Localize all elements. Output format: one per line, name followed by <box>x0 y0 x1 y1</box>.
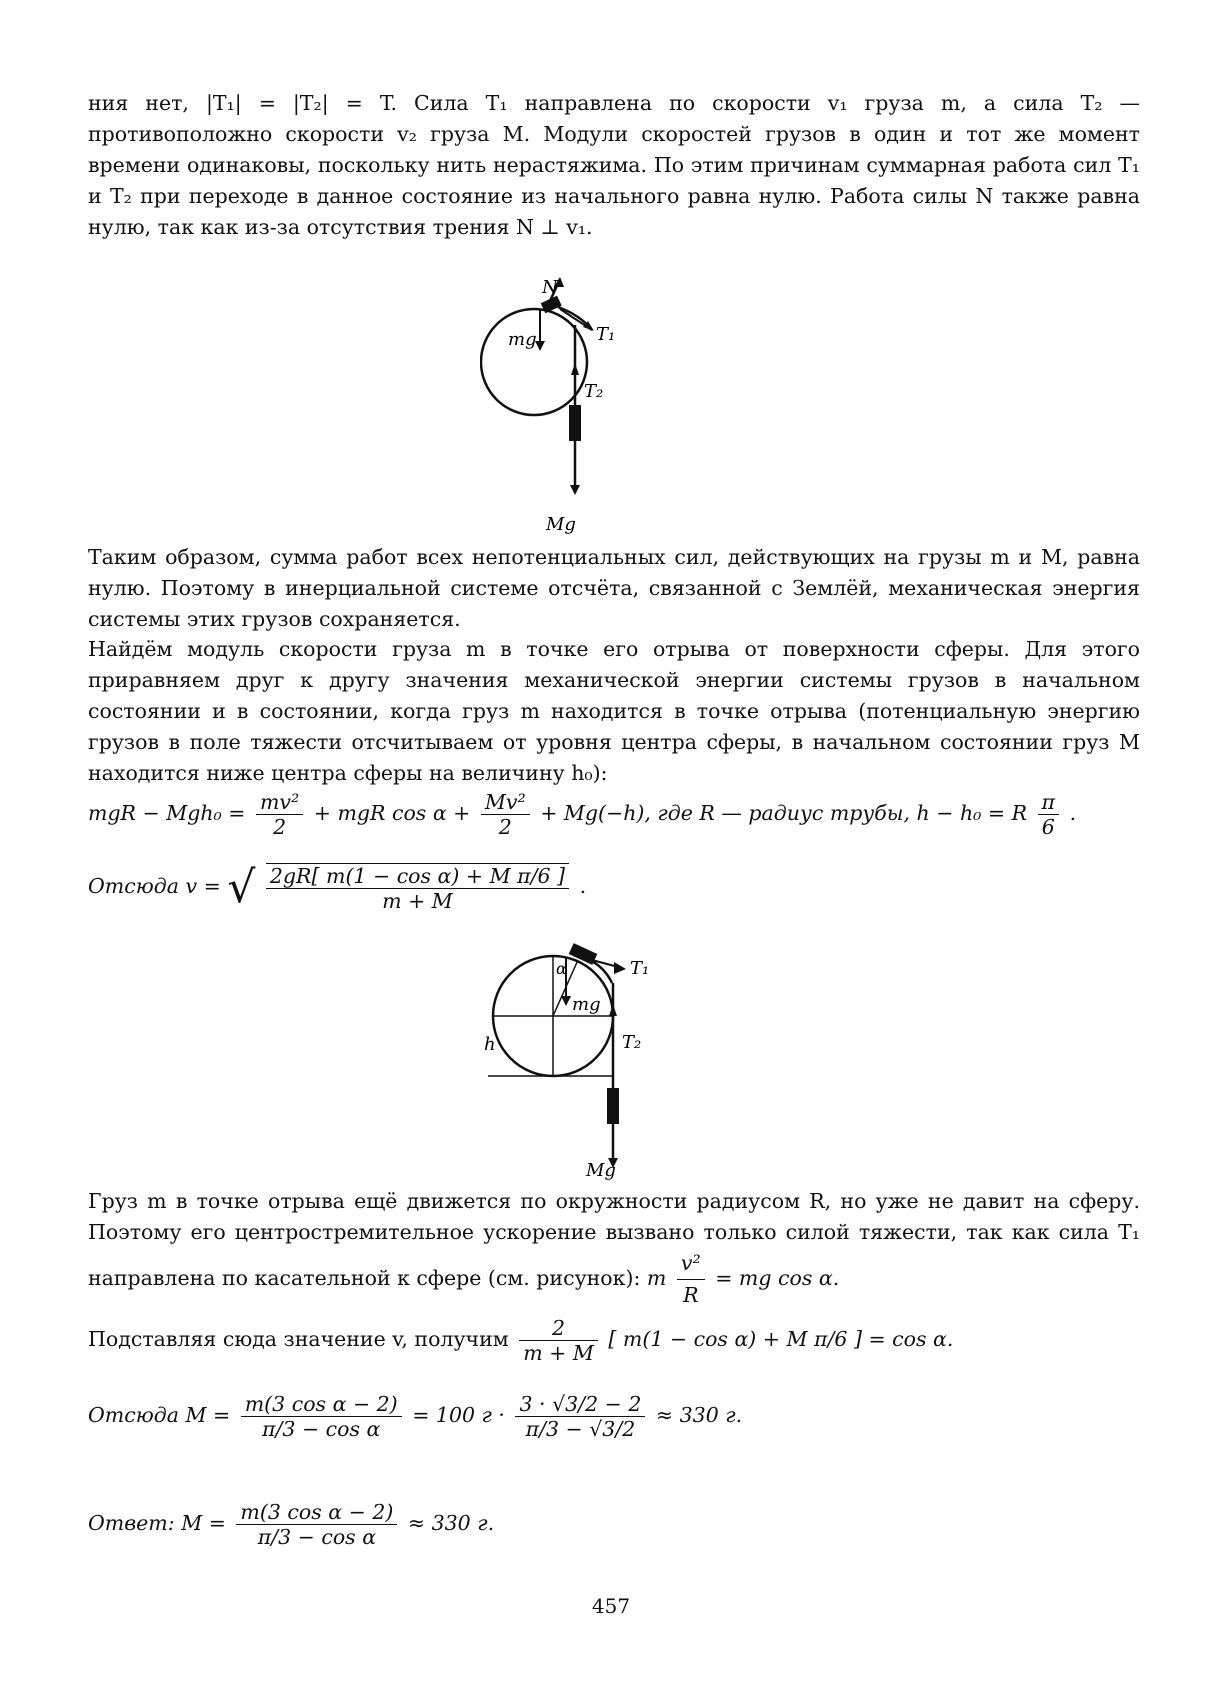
fig2-label-mg-big: Mg <box>586 1160 616 1181</box>
fig2-label-mg: mg <box>572 994 601 1015</box>
answer: Ответ: M = $\frac{\text{m(3 cos α − 2)}}{\text{π/3 − cos α}}$ ≈ 330 г. <box>88 1500 495 1549</box>
page-number: 457 <box>591 1594 631 1618</box>
paragraph-find-speed: Найдём модуль скорости груза m в точке его отрыва от поверхности сферы. Для этого приравняем друг к другу значения механической энергии системы грузов в начальном состоянии и в состоянии, когда груз m находится в точке отрыва (потенциальную энергию грузов в поле тяжести отсчитываем от уровня центра сферы, в начальном состоянии груз M находится ниже центра сферы на величину h₀): <box>88 637 1140 785</box>
equation-substitute: Подставляя сюда значение v, получим $\frac{2}{m + M}$ [ m(1 − cos α) + M π/6 ] = cos α. <box>88 1316 954 1365</box>
paragraph-work-of-forces: ния нет, |T₁| = |T₂| = T. Сила T₁ направлена по скорости v₁ груза m, а сила T₂ — противоположно скорости v₂ груза M. Модули скоростей грузов в один и тот же момент времени одинаковы, поскольку нить нерастяжима. По этим причинам суммарная работа сил T₁ и T₂ при переходе в данное состояние из начального равна нулю. Работа силы N также равна нулю, так как из-за отсутствия трения N ⊥ v₁. <box>88 91 1140 239</box>
fig2-label-t2: T₂ <box>622 1032 642 1053</box>
fig1-label-mg-big: Mg <box>546 514 576 535</box>
fig2-label-h: h <box>484 1034 496 1055</box>
fig1-label-t2: T₂ <box>584 381 604 402</box>
equation-speed: Отсюда v = √ $\frac{\text{2gR[ m(1 − cos α) + M π/6 ]}}{m + M}$ . <box>88 862 587 913</box>
figure-sphere-initial <box>480 275 680 535</box>
fig1-label-mg: mg <box>508 329 537 350</box>
equation-energy: mgR − Mgh₀ = $\frac{\text{mv²}}{2}$ + mgR cos α + $\frac{\text{Mv²}}{2}$ + Mg(−h), где R — радиус трубы, h − h₀ = R $\frac{\pi}{6}$ . <box>88 790 1077 839</box>
fig1-label-n: N <box>542 277 558 298</box>
fig2-label-t1: T₁ <box>630 958 650 979</box>
paragraph-energy-conservation: Таким образом, сумма работ всех непотенциальных сил, действующих на грузы m и M, равна нулю. Поэтому в инерциальной системе отсчёта, связанной с Землёй, механическая энергия системы этих грузов сохраняется. <box>88 545 1140 631</box>
equation-mass-result: Отсюда M = $\frac{\text{m(3 cos α − 2)}}{\text{π/3 − cos α}}$ = 100 г · $\frac{3 \cdot √3/2 - 2}{\pi/3 - √3/2}$ ≈ 330 г. <box>88 1392 743 1441</box>
fig1-label-t1: T₁ <box>596 324 616 345</box>
paragraph-centripetal: Груз m в точке отрыва ещё движется по окружности радиусом R, но уже не давит на сферу. Поэтому его центростремительное ускорение вызвано только силой тяжести, так как сила T₁ направлена по касательной к сфере (см. рисунок): m $\frac{\text{v²}}{R}$ = mg cos α. <box>88 1189 1140 1307</box>
figure-sphere-detach <box>480 938 700 1183</box>
fig2-label-alpha: α <box>556 959 567 978</box>
